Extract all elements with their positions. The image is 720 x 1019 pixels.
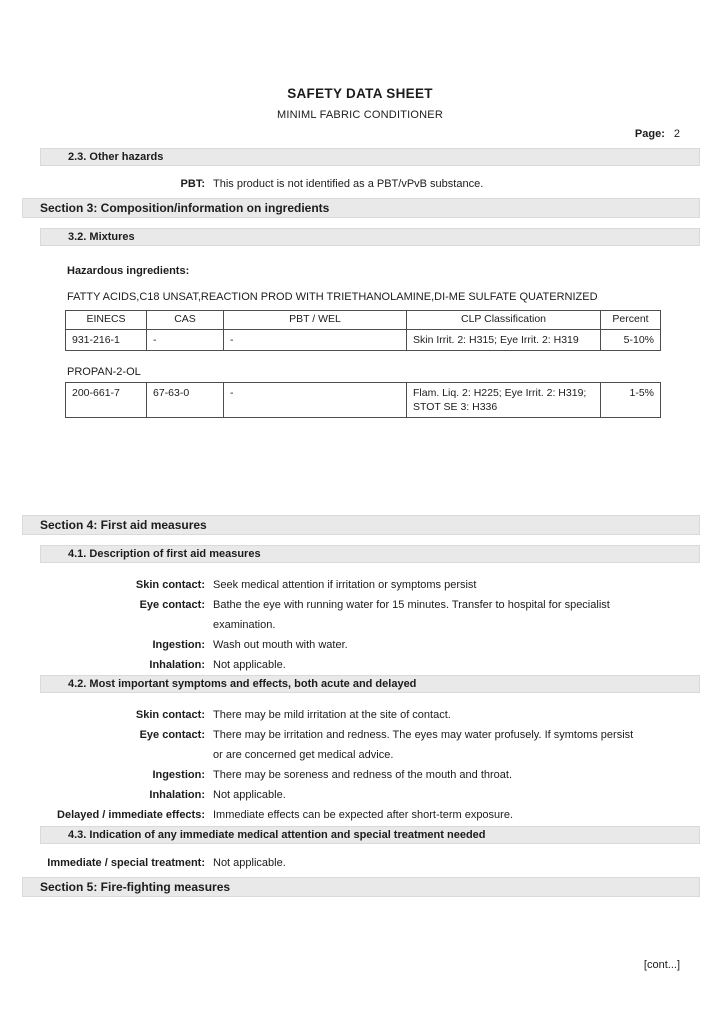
section-3-header: Section 3: Composition/information on ingredients: [22, 198, 700, 218]
cell-einecs: 200-661-7: [66, 383, 147, 418]
field-label: Delayed / immediate effects:: [57, 809, 205, 821]
header-cell-einecs: EINECS: [66, 311, 147, 330]
header-cell-percent: Percent: [601, 311, 661, 330]
field-label: Inhalation:: [149, 659, 205, 671]
cell-cas: -: [147, 330, 224, 351]
field-value: Seek medical attention if irritation or symptoms persist: [213, 579, 477, 591]
field-row: [40, 575, 720, 595]
field-label: Inhalation:: [149, 789, 205, 801]
subsection-4-3-header: 4.3. Indication of any immediate medical attention and special treatment needed: [40, 826, 700, 844]
field-value: Bathe the eye with running water for 15 minutes. Transfer to hospital for specialist examination.: [213, 599, 610, 631]
page-number: 2: [673, 128, 680, 140]
pbt-text: This product is not identified as a PBT/vPvB substance.: [213, 178, 484, 190]
field-value: There may be mild irritation at the site of contact.: [213, 709, 451, 721]
subsection-4-1-header: 4.1. Description of first aid measures: [40, 545, 700, 563]
ingredient-2-row: [66, 383, 661, 418]
hazardous-ingredients-label: Hazardous ingredients:: [67, 265, 190, 277]
header-cell-cas: CAS: [147, 311, 224, 330]
pbt-label: PBT:: [180, 178, 205, 190]
subsection-4-2-header: 4.2. Most important symptoms and effects, both acute and delayed: [40, 675, 700, 693]
cell-pbt-wel: -: [224, 383, 407, 418]
header-cell-clp: CLP Classification: [407, 311, 601, 330]
section-5-header: Section 5: Fire-fighting measures: [22, 877, 700, 897]
ingredient-table-header-row: [66, 311, 661, 330]
continuation-marker: [cont...]: [643, 959, 680, 971]
page-label: Page:: [634, 128, 665, 140]
cell-pbt-wel: -: [224, 330, 407, 351]
first-aid-measures-list: [40, 575, 720, 675]
field-label: Skin contact:: [135, 579, 205, 591]
field-label: Ingestion:: [152, 769, 205, 781]
ingredient-1-row: [66, 330, 661, 351]
doc-subtitle: MINIML FABRIC CONDITIONER: [277, 109, 443, 121]
page-indicator: [0, 127, 720, 141]
section-4-header: Section 4: First aid measures: [22, 515, 700, 535]
doc-title: SAFETY DATA SHEET: [287, 86, 433, 101]
field-value: Immediate effects can be expected after short-term exposure.: [213, 809, 514, 821]
cell-cas: 67-63-0: [147, 383, 224, 418]
field-row: [40, 725, 720, 765]
field-row: [40, 595, 720, 635]
pbt-block: [40, 177, 720, 191]
field-value: Wash out mouth with water.: [213, 639, 348, 651]
ingredient-1-name: FATTY ACIDS,C18 UNSAT,REACTION PROD WITH TRIETHANOLAMINE,DI-ME SULFATE QUATERNIZED: [67, 291, 598, 303]
medical-attention-list: [40, 856, 720, 870]
field-label: Skin contact:: [135, 709, 205, 721]
field-label: Eye contact:: [139, 599, 205, 611]
ingredient-2-name: PROPAN-2-OL: [67, 366, 141, 378]
ingredient-1-table: [65, 310, 661, 351]
field-row: [40, 705, 720, 725]
ingredient-2-table: [65, 382, 661, 418]
symptoms-effects-list: [40, 705, 720, 825]
field-label: Ingestion:: [152, 639, 205, 651]
header-cell-pbt-wel: PBT / WEL: [224, 311, 407, 330]
field-row: [40, 856, 720, 870]
field-row: [40, 655, 720, 675]
field-value: There may be irritation and redness. The eyes may water profusely. If symtoms persist or are concerned get medical advice.: [213, 729, 634, 761]
field-row-pbt: [40, 177, 720, 191]
field-value: There may be soreness and redness of the mouth and throat.: [213, 769, 513, 781]
field-row: [40, 635, 720, 655]
subsection-3-2-header: 3.2. Mixtures: [40, 228, 700, 246]
field-label: Immediate / special treatment:: [47, 857, 205, 869]
field-value: Not applicable.: [213, 789, 286, 801]
cell-percent: 5-10%: [601, 330, 661, 351]
field-row: [40, 805, 720, 825]
field-row: [40, 765, 720, 785]
field-value: Not applicable.: [213, 659, 286, 671]
cell-einecs: 931-216-1: [66, 330, 147, 351]
field-value: Not applicable.: [213, 857, 286, 869]
cell-clp: Flam. Liq. 2: H225; Eye Irrit. 2: H319; STOT SE 3: H336: [407, 383, 601, 418]
cell-percent: 1-5%: [601, 383, 661, 418]
field-row: [40, 785, 720, 805]
cell-clp: Skin Irrit. 2: H315; Eye Irrit. 2: H319: [407, 330, 601, 351]
field-label: Eye contact:: [139, 729, 205, 741]
subsection-2-3-header: 2.3. Other hazards: [40, 148, 700, 166]
